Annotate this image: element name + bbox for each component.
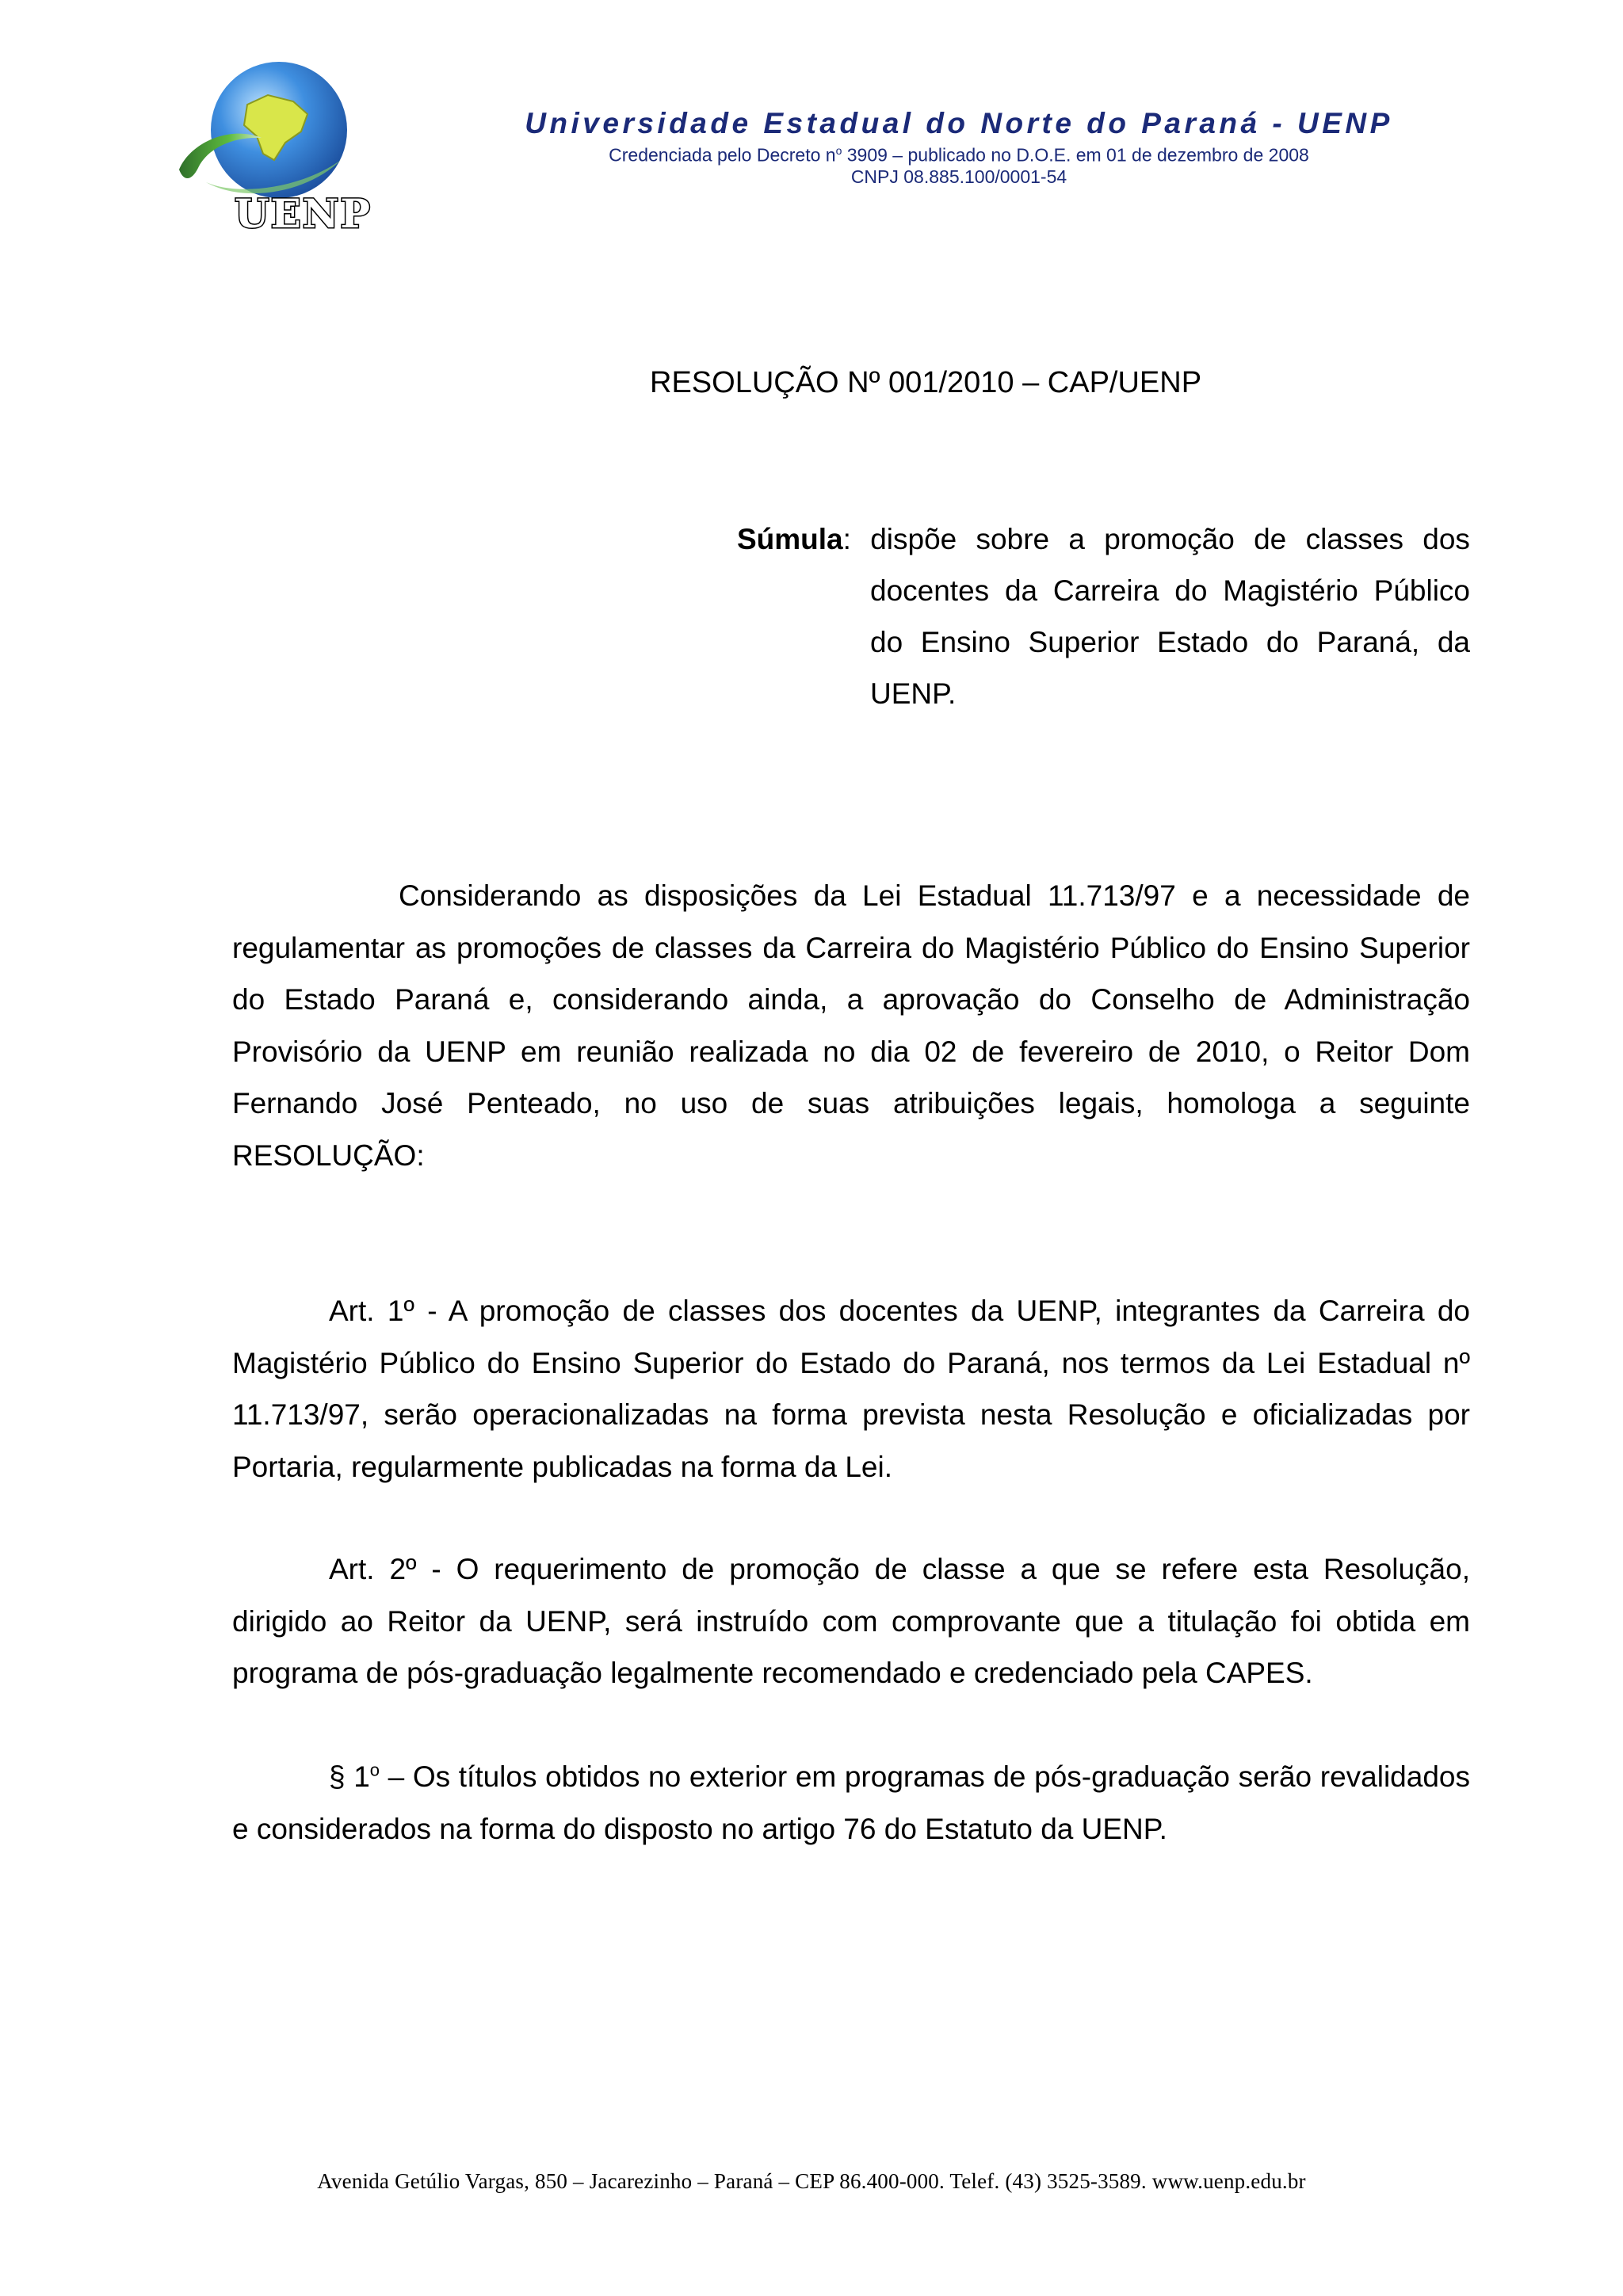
article-1: Art. 1º - A promoção de classes dos docentes da UENP, integrantes da Carreira do Magistério Público do Ensino Superior do Estado do Paraná, nos termos da Lei Estadual nº 11.713/97, serão operacionalizadas na forma prevista nesta Resolução e oficializadas por Portaria, regularmente publicadas na forma da Lei. bbox=[232, 1295, 1470, 1483]
document-title: RESOLUÇÃO Nº 001/2010 – CAP/UENP bbox=[650, 366, 1202, 399]
logo-wordmark: UENP bbox=[235, 190, 372, 237]
uenp-logo bbox=[174, 49, 388, 247]
paragraph-1: § 1$^o$ – Os títulos obtidos no exterior em programas de pós-graduação serão revalidados e considerados na forma do disposto no artigo 76 do Estatuto da UENP. bbox=[232, 1760, 1470, 1845]
sumula-block bbox=[737, 513, 1470, 719]
footer-address: Avenida Getúlio Vargas, 850 – Jacarezinho – Paraná – CEP 86.400-000. Telef. (43) 3525-3589. www.uenp.edu.br bbox=[317, 2169, 1306, 2193]
cnpj-line: CNPJ 08.885.100/0001-54 bbox=[850, 166, 1067, 187]
institution-name: Universidade Estadual do Norte do Paraná - UENP bbox=[525, 107, 1393, 139]
sumula-line-1: Súmula: dispõe sobre a promoção de classes dos bbox=[737, 523, 1470, 555]
sumula-line-2: docentes da Carreira do Magistério Público bbox=[870, 574, 1470, 607]
article-2: Art. 2º - O requerimento de promoção de classe a que se refere esta Resolução, dirigido ao Reitor da UENP, será instruído com comprovante que a titulação foi obtida em programa de pós-graduação legalmente recomendado e credenciado pela CAPES. bbox=[232, 1553, 1470, 1689]
letterhead bbox=[491, 107, 1426, 188]
accreditation-line: Credenciada pelo Decreto $n^o$ 3909 – publicado no D.O.E. em 01 de dezembro de 2008 bbox=[609, 144, 1309, 166]
sumula-line-3: do Ensino Superior Estado do Paraná, da bbox=[870, 626, 1470, 658]
sumula-label: Súmula bbox=[737, 523, 843, 555]
sumula-line-4: UENP. bbox=[870, 677, 957, 710]
considerando-paragraph: Considerando as disposições da Lei Estadual 11.713/97 e a necessidade de regulamentar as promoções de classes da Carreira do Magistério Público do Ensino Superior do Estado Paraná e, considerando ainda, a aprovação do Conselho de Administração Provisório da UENP em reunião realizada no dia 02 de fevereiro de 2010, o Reitor Dom Fernando José Penteado, no uso de suas atribuições legais, homologa a seguinte RESOLUÇÃO: bbox=[232, 879, 1470, 1172]
